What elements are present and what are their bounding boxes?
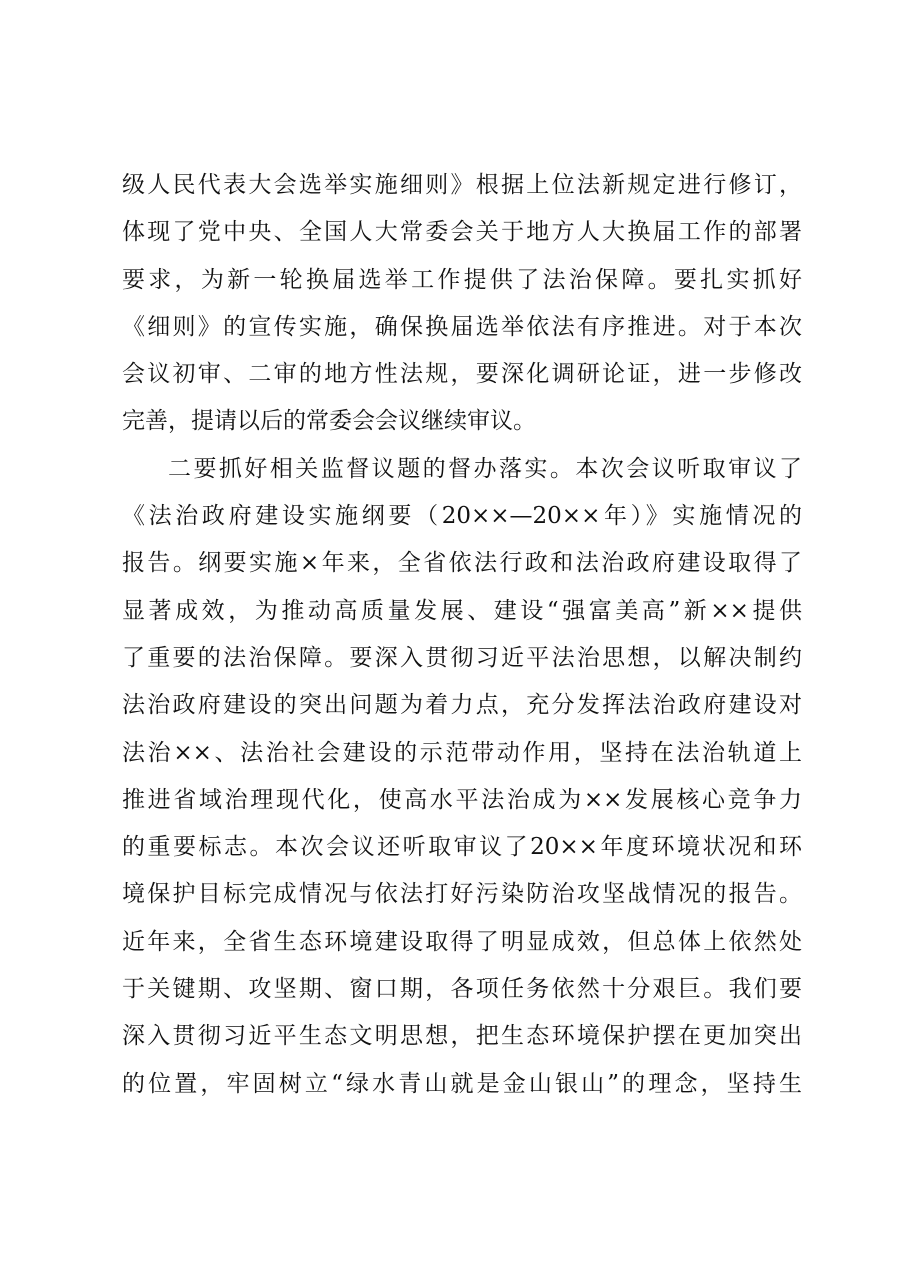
text-line: 《法治政府建设实施纲要（20××—20××年）》实施情况的	[122, 503, 802, 530]
body-text	[122, 162, 802, 1108]
text-line: 境保护目标完成情况与依法打好污染防治攻坚战情况的报告。	[122, 881, 802, 908]
paragraph-end-line: 完善，提请以后的常委会会议继续审议。	[122, 408, 536, 435]
text-line: 深入贯彻习近平生态文明思想，把生态环境保护摆在更加突出	[122, 1023, 802, 1050]
text-line: 《细则》的宣传实施，确保换届选举依法有序推进。对于本次	[122, 313, 802, 340]
text-line: 级人民代表大会选举实施细则》根据上位法新规定进行修订，	[122, 172, 802, 198]
text-line: 推进省域治理现代化，使高水平法治成为××发展核心竞争力	[122, 786, 802, 813]
text-line: 了重要的法治保障。要深入贯彻习近平法治思想，以解决制约	[122, 644, 802, 671]
text-line: 于关键期、攻坚期、窗口期，各项任务依然十分艰巨。我们要	[122, 976, 802, 1003]
text-line: 法治××、法治社会建设的示范带动作用，坚持在法治轨道上	[122, 739, 802, 766]
text-line: 体现了党中央、全国人大常委会关于地方人大换届工作的部署	[122, 219, 802, 246]
text-line: 近年来，全省生态环境建设取得了明显成效，但总体上依然处	[122, 928, 802, 955]
text-line: 法治政府建设的突出问题为着力点，充分发挥法治政府建设对	[122, 692, 802, 719]
text-line: 的位置，牢固树立“绿水青山就是金山银山”的理念，坚持生	[122, 1070, 802, 1097]
text-line: 的重要标志。本次会议还听取审议了20××年度环境状况和环	[122, 834, 802, 861]
text-line: 会议初审、二审的地方性法规，要深化调研论证，进一步修改	[122, 361, 802, 388]
text-line: 要求，为新一轮换届选举工作提供了法治保障。要扎实抓好	[122, 266, 802, 293]
paragraph-start-line: 二要抓好相关监督议题的督办落实。本次会议听取审议了	[168, 455, 802, 482]
text-line: 显著成效，为推动高质量发展、建设“强富美高”新××提供	[122, 597, 802, 624]
text-line: 报告。纲要实施×年来，全省依法行政和法治政府建设取得了	[122, 550, 802, 577]
